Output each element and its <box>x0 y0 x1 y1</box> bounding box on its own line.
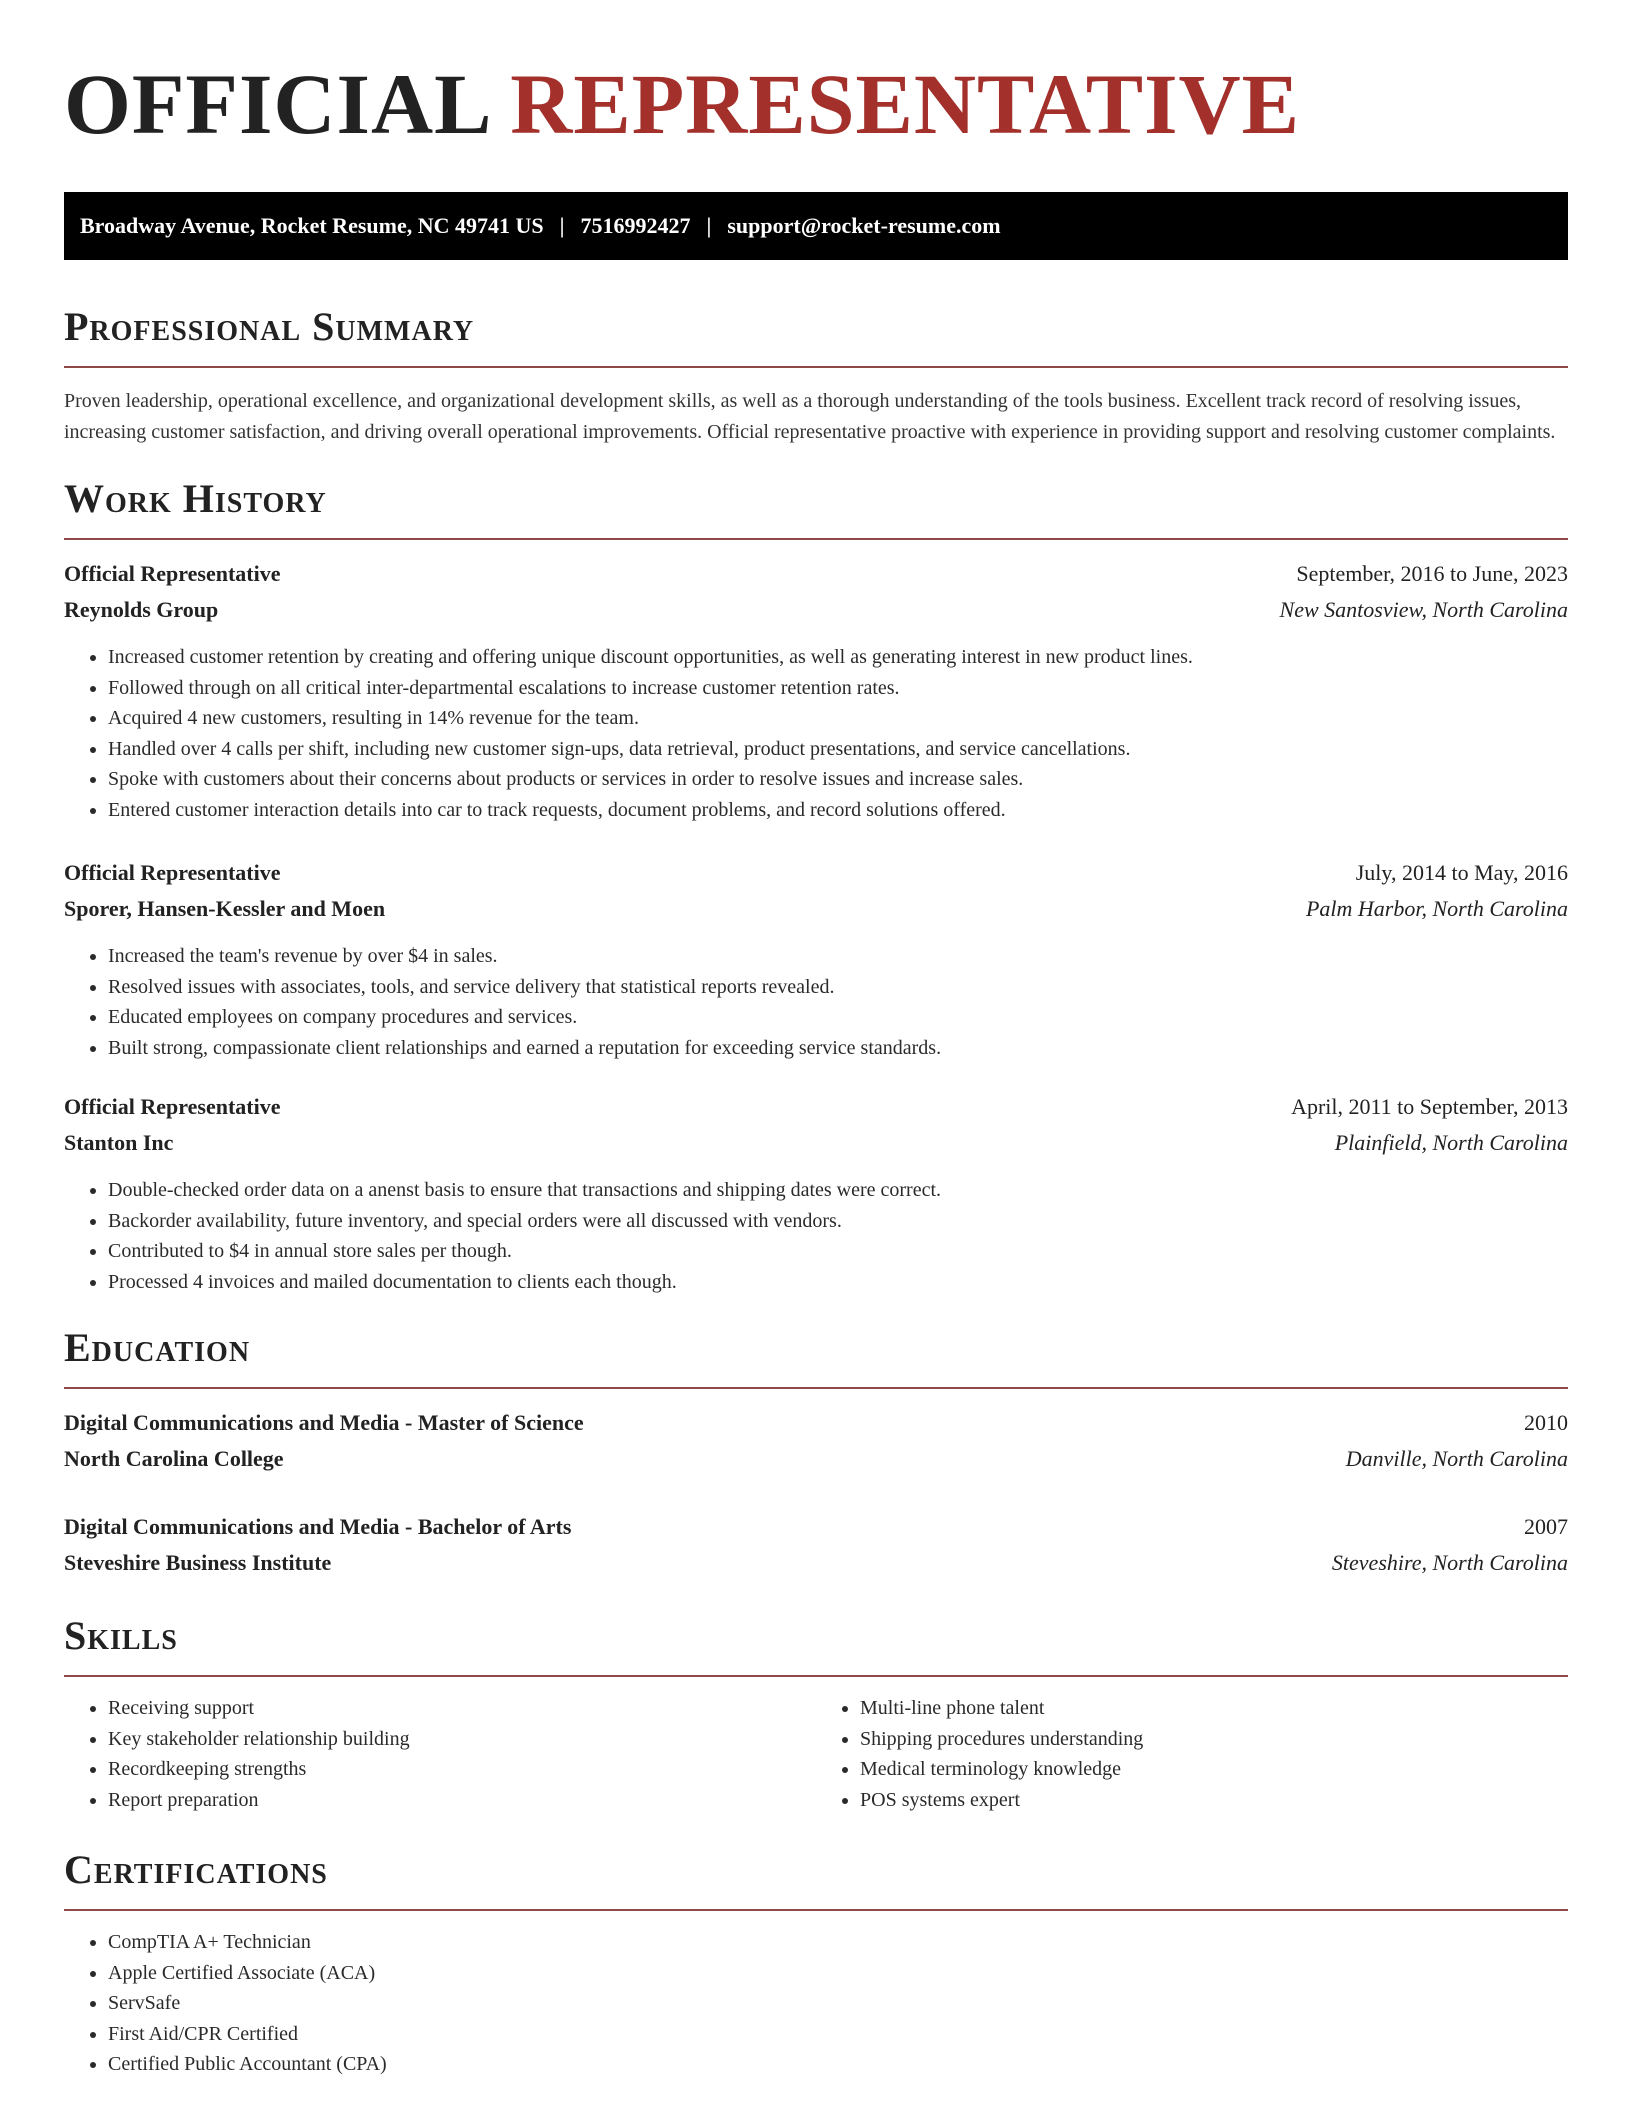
job-bullet: • Processed 4 invoices and mailed documentation to clients each though. <box>108 1267 1568 1298</box>
section-title-work-history: Work History <box>64 476 327 521</box>
school-location: Steveshire, North Carolina <box>1331 1550 1568 1575</box>
job-title: Official Representative <box>64 860 281 885</box>
job-bullet: • Spoke with customers about their concerns about products or services in order to resolve issues and increase sales. <box>108 764 1568 795</box>
section-title-skills: Skills <box>64 1613 178 1658</box>
section-divider <box>64 1675 1568 1677</box>
school-name: Steveshire Business Institute <box>64 1550 332 1575</box>
last-name: REPRESENTATIVE <box>510 56 1300 152</box>
skill-item: • Multi-line phone talent <box>860 1693 1568 1724</box>
graduation-year: 2007 <box>1524 1514 1568 1539</box>
job-location: New Santosview, North Carolina <box>1279 597 1568 622</box>
job-location: Plainfield, North Carolina <box>1334 1130 1568 1155</box>
job-bullet: • Handled over 4 calls per shift, including new customer sign-ups, data retrieval, product presentations, and service cancellations. <box>108 734 1568 765</box>
job-bullets <box>64 941 1568 1063</box>
job-bullet: • Acquired 4 new customers, resulting in 14% revenue for the team. <box>108 703 1568 734</box>
company-name: Sporer, Hansen-Kessler and Moen <box>64 896 386 921</box>
section-divider <box>64 1909 1568 1911</box>
section-title-certifications: Certifications <box>64 1847 328 1892</box>
education-entry <box>64 1509 1568 1581</box>
job-bullet: • Resolved issues with associates, tools, and service delivery that statistical reports revealed. <box>108 972 1568 1003</box>
summary-section <box>64 302 1568 448</box>
skill-item: • Report preparation <box>108 1785 816 1816</box>
job-dates: April, 2011 to September, 2013 <box>1291 1094 1568 1119</box>
job-dates: July, 2014 to May, 2016 <box>1355 860 1568 885</box>
certification-item: • Certified Public Accountant (CPA) <box>108 2049 1568 2080</box>
certification-item: • First Aid/CPR Certified <box>108 2019 1568 2050</box>
section-title-education: Education <box>64 1325 251 1370</box>
job-bullet: • Built strong, compassionate client relationships and earned a reputation for exceeding service standards. <box>108 1033 1568 1064</box>
skill-item: • POS systems expert <box>860 1785 1568 1816</box>
certification-item: • ServSafe <box>108 1988 1568 2019</box>
education-section <box>64 1323 1568 1581</box>
company-name: Reynolds Group <box>64 597 219 622</box>
school-location: Danville, North Carolina <box>1345 1446 1568 1471</box>
job-location: Palm Harbor, North Carolina <box>1305 896 1568 921</box>
skill-item: • Key stakeholder relationship building <box>108 1724 816 1755</box>
skills-section <box>64 1611 1568 1815</box>
job-bullet: • Double-checked order data on a anenst basis to ensure that transactions and shipping dates were correct. <box>108 1175 1568 1206</box>
job-bullets <box>64 1175 1568 1297</box>
first-name: OFFICIAL <box>64 56 488 152</box>
section-divider <box>64 538 1568 540</box>
work-history-section <box>64 474 1568 1297</box>
company-name: Stanton Inc <box>64 1130 174 1155</box>
degree: Digital Communications and Media - Bachelor of Arts <box>64 1514 572 1539</box>
education-entry <box>64 1405 1568 1477</box>
job-entry <box>64 855 1568 1063</box>
school-name: North Carolina College <box>64 1446 284 1471</box>
job-bullet: • Increased customer retention by creating and offering unique discount opportunities, as well as generating interest in new product lines. <box>108 642 1568 673</box>
section-divider <box>64 366 1568 368</box>
job-title: Official Representative <box>64 1094 281 1119</box>
contact-bar <box>64 192 1568 260</box>
skills-list-left <box>64 1693 816 1815</box>
job-bullet: • Increased the team's revenue by over $4 in sales. <box>108 941 1568 972</box>
phone: 7516992427 <box>580 213 691 238</box>
contact-separator: | <box>706 213 712 238</box>
skill-item: • Medical terminology knowledge <box>860 1754 1568 1785</box>
skill-item: • Shipping procedures understanding <box>860 1724 1568 1755</box>
job-entry <box>64 556 1568 825</box>
summary-text: Proven leadership, operational excellence, and organizational development skills, as well as a thorough understanding of the tools business. Excellent track record of resolving issues, increasing customer satisfaction, and driving overall operational improvements. Official representative proactive with experience in providing support and resolving customer complaints. <box>64 390 1556 443</box>
skill-item: • Recordkeeping strengths <box>108 1754 816 1785</box>
email: support@rocket-resume.com <box>727 213 1001 238</box>
job-dates: September, 2016 to June, 2023 <box>1296 561 1568 586</box>
skill-item: • Receiving support <box>108 1693 816 1724</box>
address: Broadway Avenue, Rocket Resume, NC 49741 US <box>80 213 544 238</box>
section-title-summary: Professional Summary <box>64 304 475 349</box>
section-divider <box>64 1387 1568 1389</box>
certifications-section <box>64 1845 1568 2080</box>
job-entry <box>64 1089 1568 1297</box>
job-title: Official Representative <box>64 561 281 586</box>
job-bullet: • Contributed to $4 in annual store sales per though. <box>108 1236 1568 1267</box>
candidate-name <box>64 0 1568 156</box>
contact-separator: | <box>559 213 565 238</box>
job-bullet: • Followed through on all critical inter-departmental escalations to increase customer retention rates. <box>108 673 1568 704</box>
degree: Digital Communications and Media - Master of Science <box>64 1410 584 1435</box>
skills-list-right <box>816 1693 1568 1815</box>
graduation-year: 2010 <box>1524 1410 1568 1435</box>
job-bullet: • Backorder availability, future inventory, and special orders were all discussed with vendors. <box>108 1206 1568 1237</box>
job-bullets <box>64 642 1568 825</box>
certification-item: • Apple Certified Associate (ACA) <box>108 1958 1568 1989</box>
certification-item: • CompTIA A+ Technician <box>108 1927 1568 1958</box>
job-bullet: • Entered customer interaction details into car to track requests, document problems, and record solutions offered. <box>108 795 1568 826</box>
certifications-list <box>64 1927 1568 2080</box>
job-bullet: • Educated employees on company procedures and services. <box>108 1002 1568 1033</box>
skills-grid <box>64 1693 1568 1815</box>
